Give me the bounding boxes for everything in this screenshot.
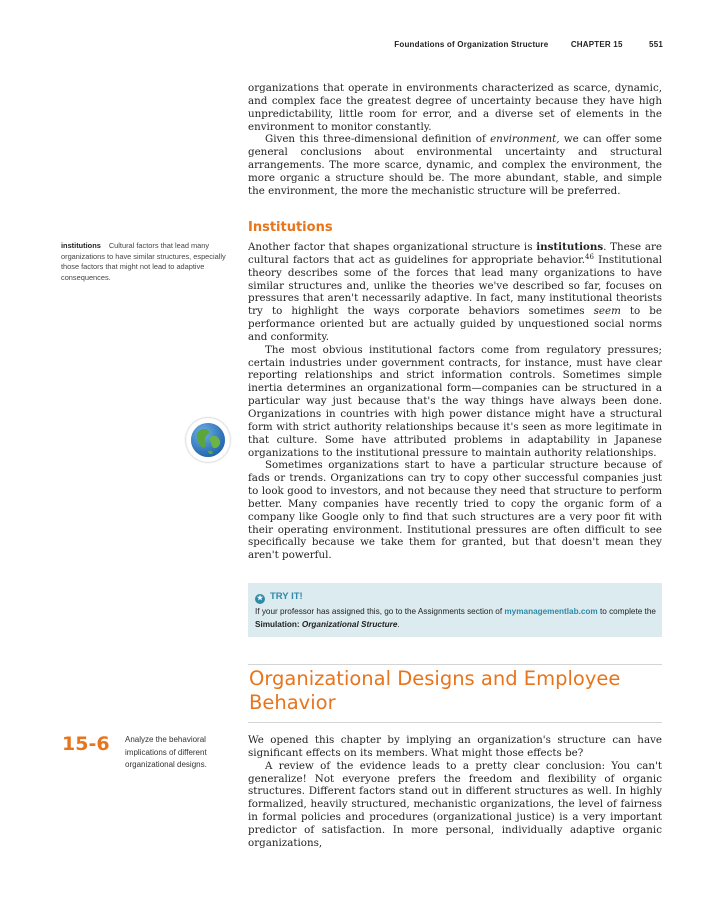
running-header: [394, 40, 663, 49]
intro-paragraph-2: Given this three-dimensional definition of environment, we can offer some general conclusions about environmental uncertainty and structural arrangements. The more scarce, dynamic, and complex the environment, the more organic a structure should be. The more abundant, stable, and simple the environment, the more the mechanistic structure will be preferred.: [248, 133, 662, 197]
institutions-body: [248, 241, 662, 562]
star-icon: ★: [256, 595, 264, 602]
org-designs-body: [248, 734, 662, 850]
globe-icon: [186, 418, 230, 462]
try-it-title: ★ TRY IT!: [256, 591, 303, 602]
intro-text: [248, 82, 662, 198]
page-number: 551: [649, 40, 663, 49]
glossary-term: institutions: [61, 241, 101, 250]
divider-top: [248, 664, 662, 665]
try-it-box: [248, 583, 662, 637]
learning-objective-text: Analyze the behavioral implications of different organizational designs.: [125, 735, 207, 769]
intro-paragraph-1: organizations that operate in environments characterized as scarce, dynamic, and complex face the greatest degree of uncertainty because they have high unpredictability, little room for error, and a diverse set of elements in the environment to monitor constantly.: [248, 82, 662, 133]
try-it-text: If your professor has assigned this, go to the Assignments section of mymanagementlab.com to complete the Simulation: Organizational Structure.: [255, 607, 656, 629]
institutions-heading: Institutions: [248, 220, 333, 235]
mymanagementlab-link[interactable]: mymanagementlab.com: [504, 607, 598, 616]
section-heading: Organizational Designs and Employee Behavior: [249, 667, 621, 714]
institutions-paragraph-2: The most obvious institutional factors come from regulatory pressures; certain industries under government contracts, for instance, must have clear reporting relationships and strict information controls. Sometimes simple inertia determines an organizational form—companies can be structured in a particular way just because that's the way things have always been done. Organizations in countries with high power distance might have a structural form with strict authority relationships because it's seen as more legitimate in that culture. Some have attributed problems in adaptability in Japanese organizations to the institutional pressure to maintain authority relationships.: [248, 343, 662, 459]
divider-bottom: [248, 722, 662, 723]
learning-objective-number: 15-6: [62, 733, 110, 755]
glossary-definition: Cultural factors that lead many organizations to have similar structures, especially those factors that might not lead to adaptive consequences.: [61, 241, 226, 282]
chapter-label: CHAPTER 15: [570, 40, 623, 49]
institutions-paragraph-3: Sometimes organizations start to have a particular structure because of fads or trends. Organizations can try to copy other successful companies just to look good to investors, and not because they need that structure to perform better. Many companies have recently tried to copy the organic form of a company like Google only to find that such structures are a very poor fit with their operating environment. Institutional pressures are often difficult to see specifically because we take them for granted, but that doesn't mean they aren't powerful.: [248, 459, 662, 562]
running-title: Foundations of Organization Structure: [394, 40, 549, 49]
institutions-paragraph-1: Another factor that shapes organizational structure is institutions. These are cultural factors that act as guidelines for appropriate behavior.$^{46}$ Institutional theory describes some of the forces that lead many organizations to have similar structures and, unlike the theories we've described so far, focuses on pressures that aren't necessarily adaptive. In fact, many institutional theorists try to highlight the ways corporate behaviors sometimes seem to be performance oriented but are actually guided by unquestioned social norms and conformity.: [248, 241, 663, 343]
org-designs-paragraph-2: A review of the evidence leads to a pretty clear conclusion: You can't generalize! Not everyone prefers the freedom and flexibility of organic structures. Different factors stand out in different structures as well. In highly formalized, heavily structured, mechanistic organizations, the level of fairness in formal policies and procedures (organizational justice) is a very important predictor of satisfaction. In more personal, individually adaptive organic organizations,: [248, 759, 662, 849]
glossary-margin-note: [61, 241, 236, 283]
org-designs-paragraph-1: We opened this chapter by implying an organization's structure can have significant effects on its members. What might those effects be?: [248, 734, 662, 759]
